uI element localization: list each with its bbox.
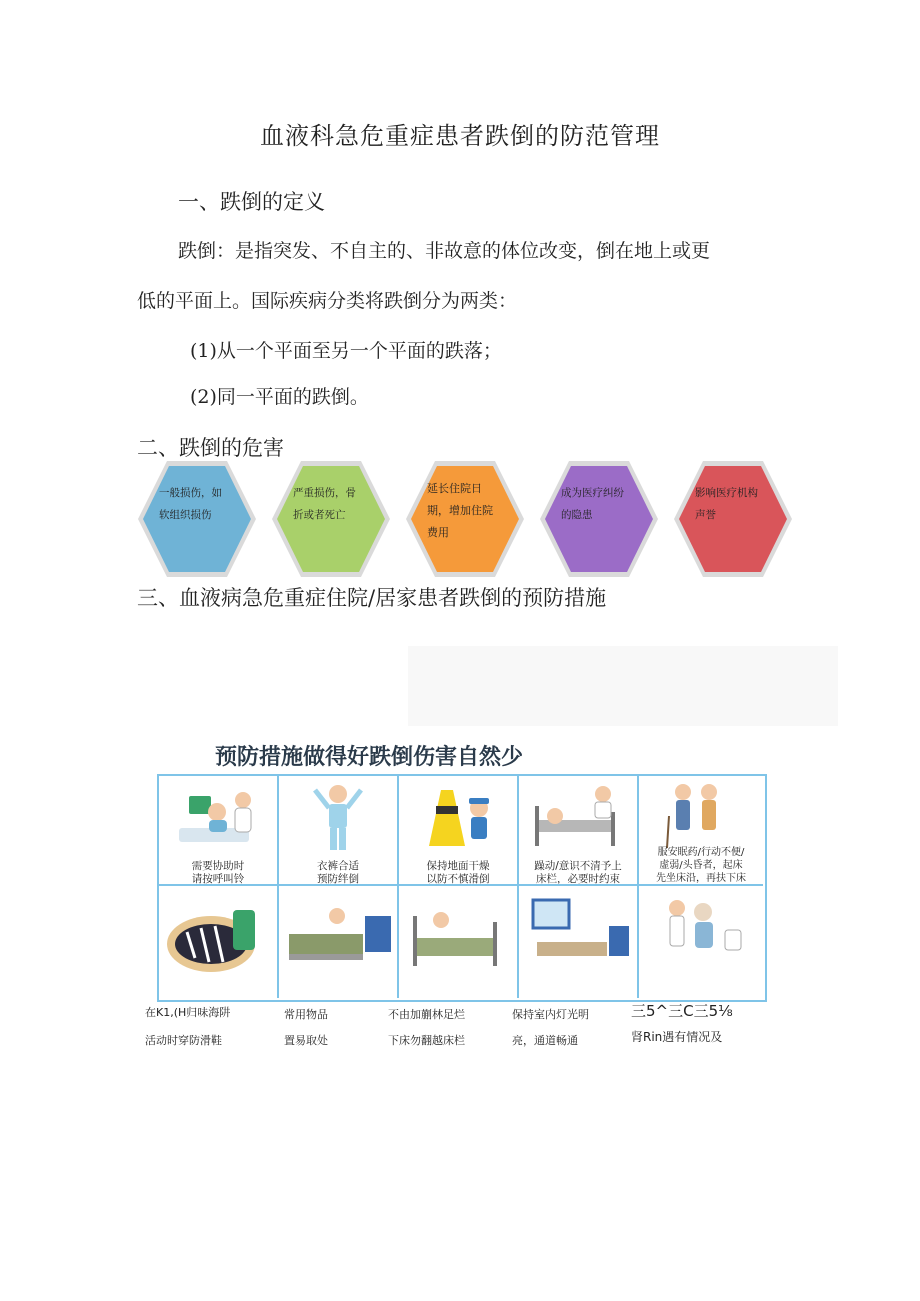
hexagon-text: 严重损伤，骨 折或者死亡 [293,487,356,521]
bottom-caption-2-line2: 置易取处 [284,1034,328,1047]
poster-cell-dry-floor [399,776,519,886]
poster-cell-toilet [639,886,763,998]
poster-cell-items [279,886,399,998]
section2-heading: 二、跌倒的危害 [137,436,284,460]
wet-floor-sign-icon [399,776,517,860]
hazard-hexagon-2 [269,458,393,580]
pajama-person-icon [279,776,397,860]
bottom-caption-4-line2: 亮，通道畅通 [512,1034,578,1047]
hexagon-text: 延长住院日 期，增加住院 费用 [427,482,493,539]
bottom-caption-3-line1: 不由加蒯林足烂 [388,1008,465,1021]
nurse-and-patient-icon [639,886,757,998]
poster-cell-lighting [519,886,639,998]
bottom-caption-5-line2: 肾Rin遇有情况及 [631,1030,723,1044]
poster-cell-bed-rail [519,776,639,886]
definition-line-1: 跌倒：是指突发、不自主的、非故意的体位改变，倒在地上或更 [178,240,711,262]
prevention-poster [157,774,767,1002]
bottom-caption-3-line2: 下床勿翻越床栏 [388,1034,465,1047]
poster-cell-call-bell [159,776,279,886]
document-title: 血液科急危重症患者跌倒的防范管理 [260,122,660,150]
definition-item-2: (2)同一平面的跌倒。 [190,386,369,408]
poster-cell-slippers [159,886,279,998]
definition-item-1: (1)从一个平面至另一个平面的跌落； [190,340,502,362]
bed-and-cabinet-icon [279,886,397,998]
hexagon-text: 一般损伤，如 软组织损伤 [159,487,222,521]
window-and-bed-icon [519,886,637,998]
definition-line-2: 低的平面上。国际疾病分类将跌倒分为两类： [137,290,518,312]
poster-caption: 保持地面干燥 以防不慎滑倒 [426,860,490,885]
hazard-hexagon-1 [135,458,259,580]
hazard-hexagon-5 [671,458,795,580]
hazard-hexagon-row [135,458,795,580]
bed-rail-icon [399,886,517,998]
poster-cell-bed-exit [399,886,519,998]
poster-caption: 需要协助时 请按呼叫铃 [191,860,245,885]
hexagon-text: 成为医疗纠纷 的隐患 [561,487,624,521]
poster-caption: 躁动/意识不清予上 床栏，必要时约束 [534,860,622,885]
poster-cell-assist [639,776,763,886]
call-bell-illustration-icon [159,776,277,860]
bottom-caption-1-line1: 在K1,(H归味海阱 [145,1006,231,1019]
poster-caption: 服安眠药/行动不便/ 虚弱/头昏者，起床 先坐床沿，再扶下床 [656,847,746,884]
section3-heading: 三、血液病急危重症住院/居家患者跌倒的预防措施 [137,586,607,610]
poster-cell-clothing [279,776,399,886]
faded-image-area [408,646,838,726]
hazard-hexagon-3 [403,458,527,580]
bottom-caption-2-line1: 常用物品 [284,1008,328,1021]
poster-caption: 衣裤合适 预防绊倒 [317,860,359,885]
non-slip-shoe-icon [159,886,277,998]
poster-title: 预防措施做得好跌倒伤害自然少 [215,745,524,770]
hospital-bed-icon [519,776,637,860]
hexagon-text: 影响医疗机构 声誉 [695,487,758,521]
bottom-caption-1-line2: 活动时穿防滑鞋 [145,1034,222,1047]
bottom-caption-4-line1: 保持室内灯光明 [512,1008,589,1021]
bottom-caption-5-line1: 三5^三C三5⅛ [631,1002,733,1020]
hazard-hexagon-4 [537,458,661,580]
section1-heading: 一、跌倒的定义 [178,190,325,214]
